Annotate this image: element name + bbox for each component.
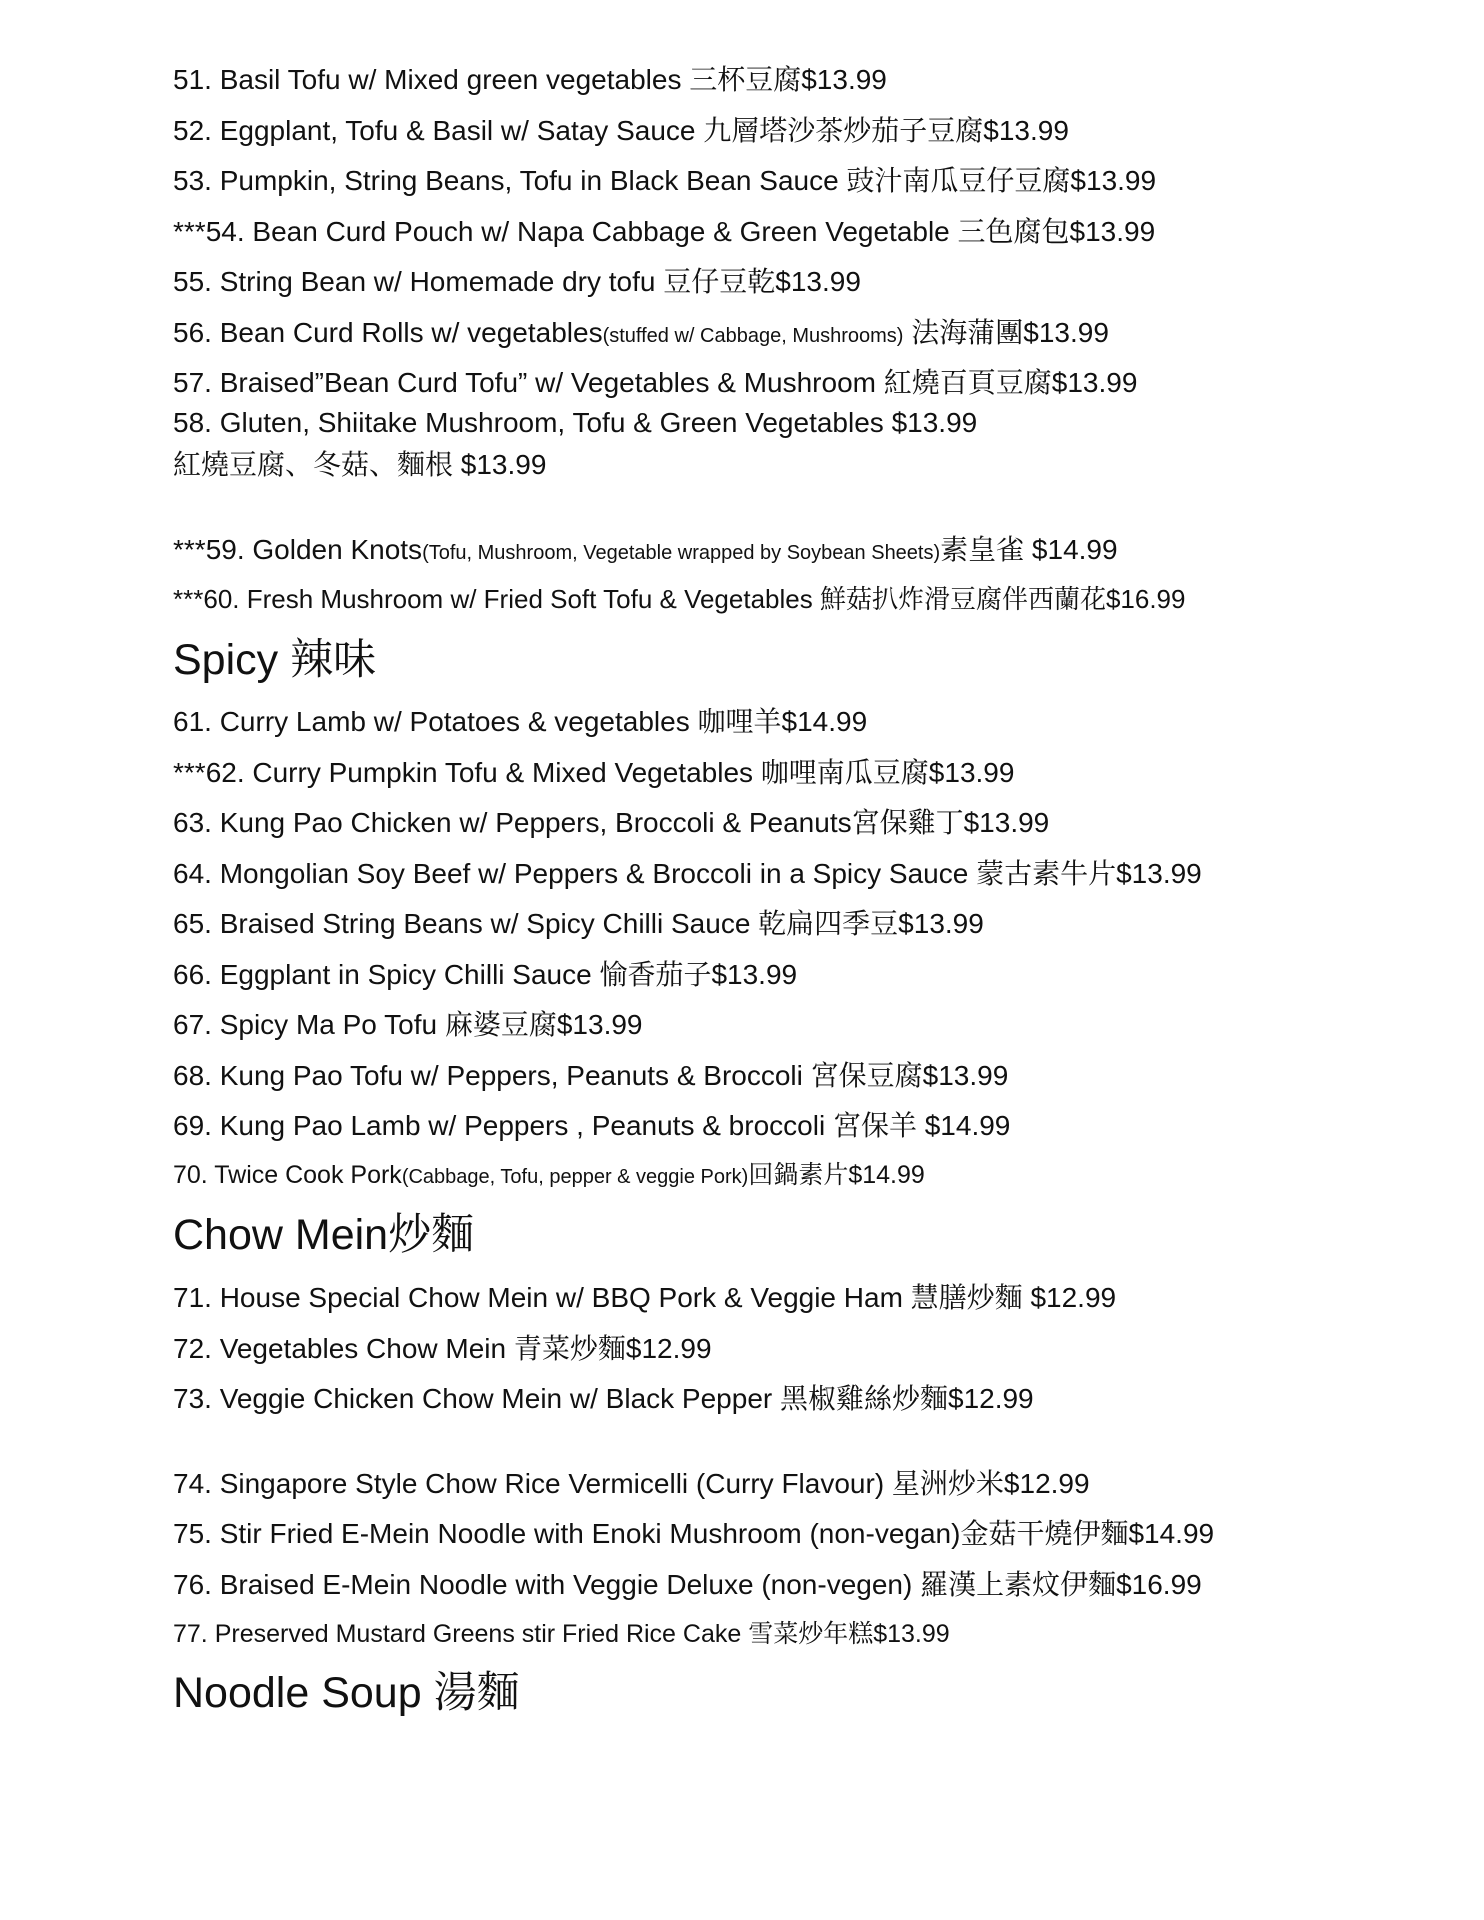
menu-item-73: 73. Veggie Chicken Chow Mein w/ Black Pepper 黑椒雞絲炒麵$12.99 bbox=[173, 1383, 1034, 1414]
menu-item-60: ***60. Fresh Mushroom w/ Fried Soft Tofu & Vegetables 鮮菇扒炸滑豆腐伴西蘭花$16.99 bbox=[173, 584, 1186, 614]
menu-item-70-note: (Cabbage, Tofu, pepper & veggie Pork) bbox=[401, 1166, 749, 1188]
menu-item-71: 71. House Special Chow Mein w/ BBQ Pork & Veggie Ham 慧膳炒麵 $12.99 bbox=[173, 1282, 1117, 1313]
menu-item-74: 74. Singapore Style Chow Rice Vermicelli (Curry Flavour) 星洲炒米$12.99 bbox=[173, 1468, 1090, 1499]
menu-item-56 bbox=[173, 315, 1109, 354]
menu-item-64: 64. Mongolian Soy Beef w/ Peppers & Broccoli in a Spicy Sauce 蒙古素牛片$13.99 bbox=[173, 858, 1202, 889]
section-heading-chow-mein: Chow Mein炒麵 bbox=[173, 1211, 475, 1259]
menu-item-58-chinese: 紅燒豆腐、冬菇、麵根 $13.99 bbox=[173, 449, 547, 480]
menu-item-56-note: (stuffed w/ Cabbage, Mushrooms) bbox=[602, 325, 904, 347]
menu-item-54: ***54. Bean Curd Pouch w/ Napa Cabbage & Green Vegetable 三色腐包$13.99 bbox=[173, 216, 1156, 247]
menu-item-61: 61. Curry Lamb w/ Potatoes & vegetables 咖哩羊$14.99 bbox=[173, 706, 868, 737]
menu-item-68: 68. Kung Pao Tofu w/ Peppers, Peanuts & Broccoli 宮保豆腐$13.99 bbox=[173, 1060, 1009, 1091]
menu-item-59-note: (Tofu, Mushroom, Vegetable wrapped by Soybean Sheets) bbox=[422, 542, 941, 564]
menu-item-52: 52. Eggplant, Tofu & Basil w/ Satay Sauce 九層塔沙茶炒茄子豆腐$13.99 bbox=[173, 115, 1069, 146]
menu-item-51: 51. Basil Tofu w/ Mixed green vegetables 三杯豆腐$13.99 bbox=[173, 64, 887, 95]
menu-item-56-name: 56. Bean Curd Rolls w/ vegetables bbox=[173, 317, 603, 348]
section-heading-spicy: Spicy 辣味 bbox=[173, 636, 377, 684]
menu-item-70 bbox=[173, 1157, 925, 1195]
menu-item-63: 63. Kung Pao Chicken w/ Peppers, Broccoli & Peanuts宮保雞丁$13.99 bbox=[173, 807, 1050, 838]
menu-item-66: 66. Eggplant in Spicy Chilli Sauce 愉香茄子$13.99 bbox=[173, 959, 798, 990]
menu-item-59 bbox=[173, 532, 1118, 571]
menu-item-59-price: 素皇雀 $14.99 bbox=[940, 534, 1118, 565]
menu-item-75: 75. Stir Fried E-Mein Noodle with Enoki Mushroom (non-vegan)金菇干燒伊麵$14.99 bbox=[173, 1518, 1215, 1549]
menu-item-72: 72. Vegetables Chow Mein 青菜炒麵$12.99 bbox=[173, 1333, 712, 1364]
menu-item-65: 65. Braised String Beans w/ Spicy Chilli Sauce 乾扁四季豆$13.99 bbox=[173, 908, 984, 939]
menu-item-77: 77. Preserved Mustard Greens stir Fried Rice Cake 雪菜炒年糕$13.99 bbox=[173, 1620, 950, 1648]
menu-item-56-price: 法海蒲團$13.99 bbox=[903, 317, 1109, 348]
menu-item-58: 58. Gluten, Shiitake Mushroom, Tofu & Green Vegetables $13.99 bbox=[173, 407, 978, 438]
menu-item-59-name: ***59. Golden Knots bbox=[173, 534, 423, 565]
menu-item-69: 69. Kung Pao Lamb w/ Peppers , Peanuts & broccoli 宮保羊 $14.99 bbox=[173, 1110, 1011, 1141]
menu-item-57: 57. Braised”Bean Curd Tofu” w/ Vegetables & Mushroom 紅燒百頁豆腐$13.99 bbox=[173, 367, 1138, 398]
menu-item-53: 53. Pumpkin, String Beans, Tofu in Black Bean Sauce 豉汁南瓜豆仔豆腐$13.99 bbox=[173, 165, 1157, 196]
section-heading-noodle-soup: Noodle Soup 湯麵 bbox=[173, 1669, 520, 1717]
menu-item-67: 67. Spicy Ma Po Tofu 麻婆豆腐$13.99 bbox=[173, 1009, 643, 1040]
menu-item-70-name: 70. Twice Cook Pork bbox=[173, 1161, 402, 1189]
menu-item-62: ***62. Curry Pumpkin Tofu & Mixed Vegetables 咖哩南瓜豆腐$13.99 bbox=[173, 757, 1015, 788]
menu-item-76: 76. Braised E-Mein Noodle with Veggie Deluxe (non-vegen) 羅漢上素炆伊麵$16.99 bbox=[173, 1569, 1202, 1600]
menu-item-70-price: 回鍋素片$14.99 bbox=[748, 1161, 925, 1189]
menu-item-55: 55. String Bean w/ Homemade dry tofu 豆仔豆乾$13.99 bbox=[173, 266, 861, 297]
